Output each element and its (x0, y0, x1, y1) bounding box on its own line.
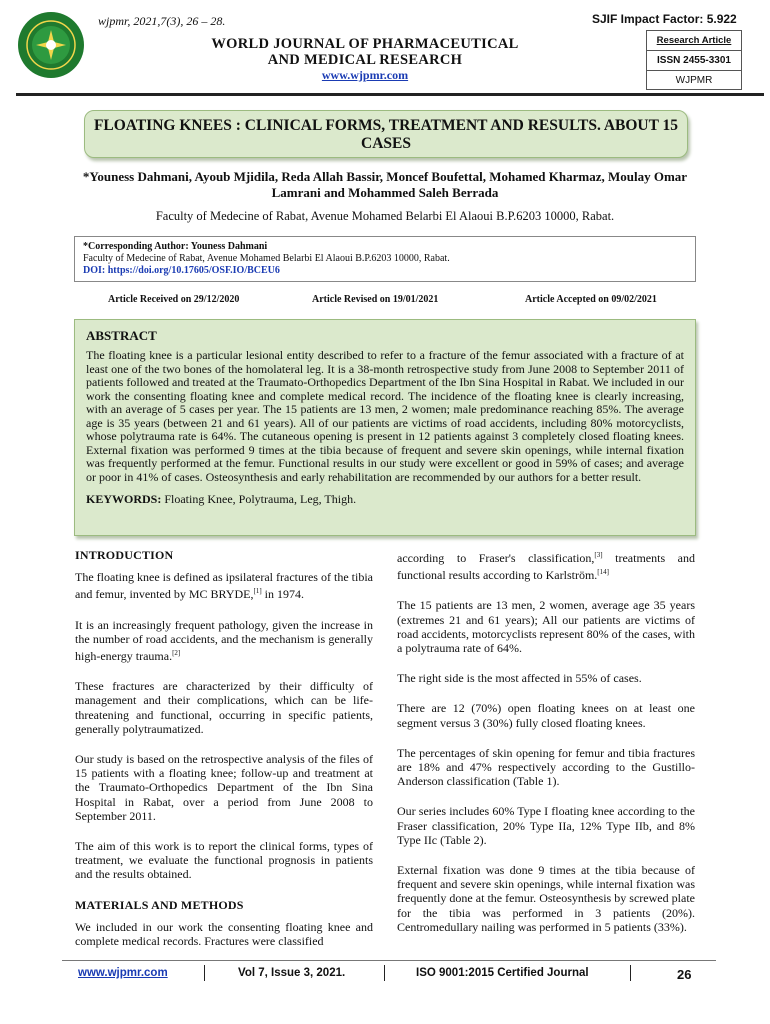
abstract-box (74, 319, 696, 536)
keywords (86, 492, 684, 507)
date-received: Article Received on 29/12/2020 (108, 294, 240, 305)
abstract-text: The floating knee is a particular lesional entity described to refer to a fracture of the femur associated with a fracture of at least one of the two bones of the homolateral leg. It is a 38-month retrospective study from June 2008 to September 2011 of patients followed and treated at the Traumato-Orthopedics Department of the Ibn Sina Hospital in Rabat. We included in our work the consenting floating knee and complete medical record. The incidence of the floating knee is clearly increasing, with an average of 5 cases per year. The 15 patients are 13 men, 2 women; male predominance reaching 85%. The average age is 35 years (between 21 and 61 years). All of our patients are victims of road accidents, including 80% motorcyclists, whose polytrauma rate is 64%. The cutaneous opening is present in 12 patients against 3 completely closed floating knees. External fixation was performed 9 times at the tibia because of frequent and severe skin openings, while internal fixation was frequently performed at the femur. Functional results in our study were excellent or good in 59% of cases; and average or poor in 41% of cases. Osteosynthesis and early rehabilitation are recommended by our authors for a better result. (86, 348, 684, 484)
footer-url-link[interactable]: www.wjpmr.com (78, 967, 168, 979)
article-type: Research Article (647, 31, 741, 51)
journal-seal-icon (18, 12, 84, 78)
affiliation: Faculty of Medecine of Rabat, Avenue Mohamed Belarbi El Alaoui B.P.6203 10000, Rabat. (155, 209, 615, 223)
citation-ref[interactable]: [3] (594, 551, 603, 559)
paragraph: according to Fraser's classification,[3] treatments and functional results according to Karlström.[14] (397, 551, 695, 583)
date-revised: Article Revised on 19/01/2021 (312, 294, 439, 305)
author-list: *Youness Dahmani, Ayoub Mjidila, Reda Allah Bassir, Moncef Boufettal, Mohamed Kharmaz, Moulay Omar Lamrani and Mohammed Saleh Berrada (82, 169, 688, 200)
abstract-heading: ABSTRACT (86, 328, 157, 343)
footer-divider (204, 965, 205, 981)
corresponding-author: *Corresponding Author: Youness Dahmani (83, 241, 268, 252)
paragraph: The 15 patients are 13 men, 2 women, average age 35 years (extremes 21 and 61 years); All our patients are victims of road accidents, motorcyclists represent 80% of the cases, with a polytrauma rate of 64%. (397, 598, 695, 656)
paragraph: It is an increasingly frequent pathology, given the increase in the number of road accidents, and the mechanism is generally high-energy trauma.[2] (75, 617, 373, 664)
article-title: FLOATING KNEES : CLINICAL FORMS, TREATMENT AND RESULTS. ABOUT 15 CASES (84, 110, 688, 158)
date-accepted: Article Accepted on 09/02/2021 (525, 294, 657, 305)
footer-divider (630, 965, 631, 981)
paragraph: Our series includes 60% Type I floating knee according to the Fraser classification, 20% Type IIa, 12% Type IIb, and 8% Type IIc (Table 2). (397, 804, 695, 847)
citation-ref[interactable]: [2] (172, 649, 181, 658)
paragraph: Our study is based on the retrospective analysis of the files of 15 patients with a floating knee; follow-up and treatment at the Traumato-Orthopedics Department of the Ibn Sina Hospital in Rabat, over a period from June 2008 to September 2011. (75, 752, 373, 823)
paragraph: The aim of this work is to report the clinical forms, types of treatment, we evaluate the functional prognosis in patients and the results obtained. (75, 839, 373, 882)
paragraph: External fixation was done 9 times at the tibia because of frequent and severe skin openings, while internal fixation was frequently done at the femur. Osteosynthesis by screwed plate for the tibia was performed in 3 patients (20%). Centromedullary nailing was performed in 5 patients (33%). (397, 863, 695, 934)
footer-iso: ISO 9001:2015 Certified Journal (416, 967, 589, 979)
page-number: 26 (677, 967, 692, 982)
paragraph: The right side is the most affected in 55% of cases. (397, 671, 642, 686)
left-column (75, 548, 373, 964)
keywords-label: KEYWORDS: (86, 492, 162, 506)
header-divider (16, 93, 764, 96)
page-footer (62, 960, 716, 989)
right-column (397, 548, 695, 950)
methods-heading: MATERIALS AND METHODS (75, 897, 244, 912)
introduction-heading: INTRODUCTION (75, 548, 174, 562)
journal-reference: wjpmr, 2021,7(3), 26 – 28. (98, 14, 226, 28)
paragraph: The percentages of skin opening for femur and tibia fractures are 18% and 47% respectively according to the Gustillo-Anderson classification (Table 1). (397, 745, 695, 789)
journal-code: WJPMR (675, 75, 713, 86)
corresponding-affiliation: Faculty of Medecine of Rabat, Avenue Mohamed Belarbi El Alaoui B.P.6203 10000, Rabat. (83, 253, 450, 264)
paragraph: There are 12 (70%) open floating knees on at least one segment versus 3 (30%) fully closed floating knees. (397, 701, 695, 730)
journal-url-link[interactable]: www.wjpmr.com (321, 68, 409, 82)
footer-volume: Vol 7, Issue 3, 2021. (238, 967, 346, 979)
paragraph: We included in our work the consenting floating knee and complete medical records. Fractures were classified (75, 919, 373, 949)
doi-link[interactable]: DOI: https://doi.org/10.17605/OSF.IO/BCEU6 (83, 265, 280, 276)
citation-ref[interactable]: [1] (253, 587, 262, 596)
citation-ref[interactable]: [14] (597, 568, 609, 577)
footer-divider (384, 965, 385, 981)
paragraph: These fractures are characterized by their difficulty of management and their complications, which can be life-threatening and functional, occurring in specific patients, generally polytraumatized. (75, 679, 373, 736)
paragraph: The floating knee is defined as ipsilateral fractures of the tibia and femur, invented by MC BRYDE,[1] in 1974. (75, 570, 373, 602)
issn: ISSN 2455-3301 (647, 51, 741, 71)
journal-title-line2: AND MEDICAL RESEARCH (267, 52, 463, 68)
keywords-list: Floating Knee, Polytrauma, Leg, Thigh. (164, 492, 357, 506)
corresponding-author-box (74, 236, 696, 282)
journal-title-line1: WORLD JOURNAL OF PHARMACEUTICAL (211, 36, 519, 52)
article-badge (646, 30, 742, 90)
impact-factor: SJIF Impact Factor: 5.922 (592, 12, 737, 26)
